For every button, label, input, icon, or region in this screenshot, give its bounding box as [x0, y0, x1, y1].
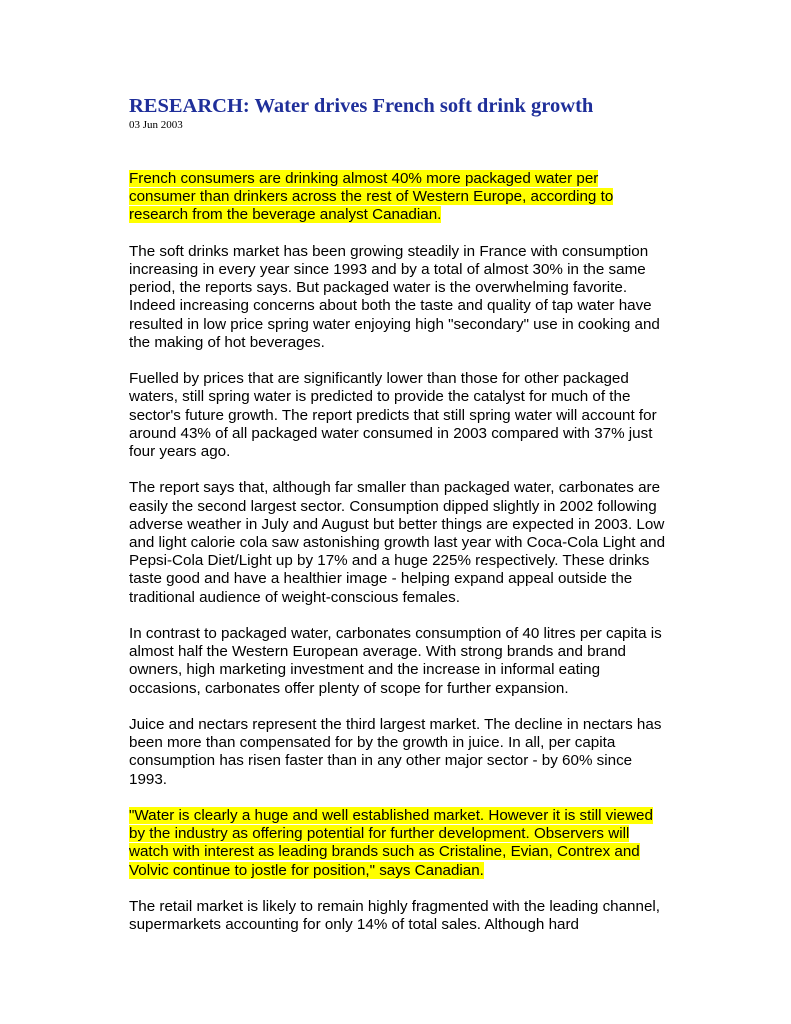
paragraph-3: Fuelled by prices that are significantly lower than those for other packaged waters, still spring water is predicted to provide the catalyst for much of the sector's future growth. The report predicts that still spring water will account for around 43% of all packaged water consumed in 2003 compared with 37% just four years ago. — [129, 370, 657, 461]
document-page — [129, 94, 669, 934]
paragraph-2: The soft drinks market has been growing steadily in France with consumption increasing in every year since 1993 and by a total of almost 30% in the same period, the reports says. But packaged water is the overwhelming favorite. Indeed increasing concerns about both the taste and quality of tap water have resulted in low price spring water enjoying high "secondary" use in cooking and the making of hot beverages. — [129, 242, 660, 351]
paragraph-4: The report says that, although far smaller than packaged water, carbonates are easily the second largest sector. Consumption dipped slightly in 2002 following adverse weather in July and August but better things are expected in 2003. Low and light calorie cola saw astonishing growth last year with Coca-Cola Light and Pepsi-Cola Diet/Light up by 17% and a huge 225% respectively. These drinks taste good and have a healthier image - helping expand appeal outside the traditional audience of weight-conscious females. — [129, 479, 666, 606]
highlighted-quote: "Water is clearly a huge and well established market. However it is still viewed by the industry as offering potential for further development. Observers will watch with interest as leading brands such as Cristaline, Evian, Contrex and Volvic continue to jostle for position," says Canadian. — [129, 807, 653, 879]
paragraph-6: Juice and nectars represent the third largest market. The decline in nectars has been more than compensated for by the growth in juice. In all, per capita consumption has risen faster than in any other major sector - by 60% since 1993. — [129, 716, 662, 788]
highlighted-text: French consumers are drinking almost 40% more packaged water per consumer than drinkers across the rest of Western Europe, according to research from the beverage analyst Canadian. — [129, 170, 614, 224]
paragraph-7 — [129, 807, 669, 880]
article-title: RESEARCH: Water drives French soft drink growth — [129, 95, 594, 117]
article-body — [129, 170, 669, 934]
paragraph-5: In contrast to packaged water, carbonates consumption of 40 litres per capita is almost half the Western European average. With strong brands and brand owners, high marketing investment and the increase in informal eating occasions, carbonates offer plenty of scope for further expansion. — [129, 625, 662, 697]
paragraph-1 — [129, 170, 669, 225]
paragraph-8: The retail market is likely to remain highly fragmented with the leading channel, supermarkets accounting for only 14% of total sales. Although hard — [129, 898, 660, 934]
article-date: 03 Jun 2003 — [129, 119, 183, 131]
